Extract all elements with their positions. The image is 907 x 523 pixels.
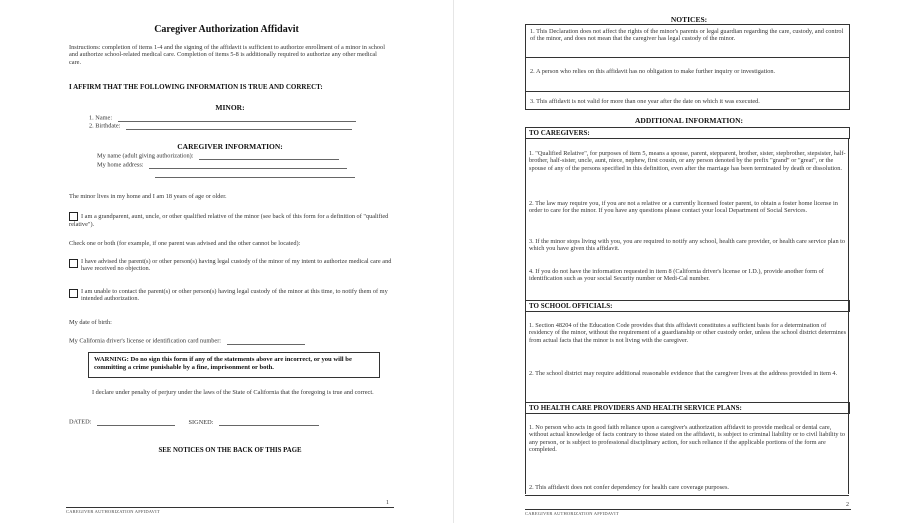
minor-heading: MINOR: [215, 103, 245, 112]
health-note-2: 2. This affidavit does not confer dependency for health care coverage purposes. [529, 484, 729, 491]
unable-row [69, 288, 399, 303]
signed-label: SIGNED: [188, 418, 214, 426]
advised-checkbox[interactable] [69, 259, 78, 268]
dated-field[interactable] [97, 418, 175, 426]
grandparent-row [69, 212, 389, 228]
caregiver-address-label: My home address: [97, 161, 144, 169]
instructions-text: Instructions: completion of items 1-4 and the signing of the affidavit is sufficient to authorize enrollment of a minor in school and authorize school-related medical care. Completion of items 5-8 is additionally required to authorize any other medical care. [69, 44, 385, 66]
section-header-health: TO HEALTH CARE PROVIDERS AND HEALTH SERVICE PLANS: [525, 402, 850, 414]
caregiver-name-label: My name (adult giving authorization): [97, 152, 194, 160]
caregiver-name-row [97, 152, 377, 160]
school-note-2: 2. The school district may require additional reasonable evidence that the caregiver lives at the address provided in item 4. [529, 370, 838, 377]
notice-2: 2. A person who relies on this affidavit has no obligation to make further inquiry or investigation. [530, 68, 776, 75]
advised-row [69, 258, 399, 273]
declaration-text: I declare under penalty of perjury under the laws of the State of California that the foregoing is true and correct. [92, 389, 374, 396]
license-field[interactable] [227, 337, 305, 345]
page-footer: CAREGIVER AUTHORIZATION AFFIDAVIT [66, 509, 160, 514]
notice-divider [526, 91, 849, 92]
notice-1: 1. This Declaration does not affect the rights of the minor's parents or legal guardian regarding the care, custody, and control of the minor, and does not mean that the caregiver has legal custody of the minor. [530, 28, 844, 43]
signature-row [69, 418, 399, 426]
page-number: 2 [846, 502, 849, 508]
notice-divider [526, 57, 849, 58]
caregiver-heading: CAREGIVER INFORMATION: [177, 142, 283, 151]
content-border-left [525, 138, 526, 494]
unable-checkbox[interactable] [69, 289, 78, 298]
footer-rule [66, 507, 394, 508]
license-label: My California driver's license or identification card number: [69, 337, 222, 345]
caregiver-note-4: 4. If you do not have the information requested in item 8 (California driver's license or I.D.), provide another form of identification such as your social Security number or Medi-Cal number. [529, 268, 824, 283]
footer-rule [525, 509, 851, 510]
section-header-caregivers: TO CAREGIVERS: [525, 127, 850, 139]
minor-birthdate-row [89, 122, 389, 130]
content-border-right [848, 138, 849, 494]
page-number: 1 [386, 500, 389, 506]
warning-text: WARNING: Do no sign this form if any of the statements above are incorrect, or you will be committing a crime punishable by a fine, imprisonment or both. [94, 356, 352, 371]
school-note-1: 1. Section 48204 of the Education Code provides that this affidavit constitutes a sufficient basis for a determination of residency of the minor, without the requirement of a guardianship or other custody order, unless the school district determines from actual facts that the minor is not living with the caregiver. [529, 322, 847, 344]
notice-3: 3. This affidavit is not valid for more than one year after the date on which it was executed. [530, 98, 760, 105]
affirm-heading: I AFFIRM THAT THE FOLLOWING INFORMATION IS TRUE AND CORRECT: [69, 83, 323, 91]
minor-name-row [89, 114, 389, 122]
dated-label: DATED: [69, 418, 92, 426]
signed-field[interactable] [219, 418, 319, 426]
caregiver-note-3: 3. If the minor stops living with you, you are required to notify any school, health care provider, or health care service plan to which you have given this affidavit. [529, 238, 846, 253]
affidavit-page-2 [454, 0, 907, 523]
minor-birthdate-field[interactable] [126, 122, 352, 130]
notices-heading: NOTICES: [670, 15, 708, 24]
grandparent-text: I am a grandparent, aunt, uncle, or other qualified relative of the minor (see back of this form for a definition of "qualified relative"). [69, 212, 389, 228]
caregiver-address-field[interactable] [149, 161, 347, 169]
unable-text: I am unable to contact the parent(s) or other person(s) having legal custody of the minor at this time, to notify them of my intended authorization. [81, 288, 388, 303]
caregiver-address-field-2[interactable] [155, 170, 355, 178]
content-border-bottom [525, 495, 849, 496]
caregiver-address-row [97, 161, 377, 169]
minor-name-field[interactable] [118, 114, 356, 122]
dob-label: My date of birth: [69, 319, 112, 326]
license-row [69, 337, 399, 345]
lives-statement: The minor lives in my home and I am 18 years of age or older. [69, 193, 227, 200]
additional-info-heading: ADDITIONAL INFORMATION: [635, 116, 743, 125]
minor-name-label: 1. Name: [89, 114, 113, 122]
dob-row [69, 319, 369, 326]
minor-birthdate-label: 2. Birthdate: [89, 122, 121, 130]
warning-box [88, 352, 380, 378]
page-footer: CAREGIVER AUTHORIZATION AFFIDAVIT [525, 511, 619, 516]
grandparent-checkbox[interactable] [69, 212, 78, 221]
check-instruction: Check one or both (for example, if one parent was advised and the other cannot be located): [69, 240, 301, 247]
caregiver-note-1: 1. "Qualified Relative", for purposes of item 5, means a spouse, parent, stepparent, brother, sister, stepbrother, stepsister, half-brother, half-sister, uncle, aunt, niece, nephew, first cousin, or any person denoted by the prefix "grand" or "great", or the spouse of any of the persons specified in this definition, even after the marriage has been terminated by death or dissolution. [529, 150, 846, 172]
caregiver-note-2: 2. The law may require you, if you are not a relative or a currently licensed foster parent, to obtain a foster home license in order to care for the minor. If you have any questions please contact your local Department of Social Services. [529, 200, 838, 215]
notices-box [525, 24, 850, 110]
section-header-school: TO SCHOOL OFFICIALS: [525, 300, 850, 312]
page-title: Caregiver Authorization Affidavit [154, 24, 299, 35]
health-note-1: 1. No person who acts in good faith reliance upon a caregiver's authorization affidavit to provide medical or dental care, without actual knowledge of facts contrary to those stated on the affidavit, is subject to criminal liability or to civil liability to any person, or is subject to professional disciplinary action, for such reliance if the applicable portions of the form are completed. [529, 424, 846, 454]
advised-text: I have advised the parent(s) or other person(s) having legal custody of the minor of my intent to authorize medical care and have received no objection. [81, 258, 392, 273]
caregiver-name-field[interactable] [199, 152, 339, 160]
see-notices: SEE NOTICES ON THE BACK OF THIS PAGE [158, 447, 302, 454]
